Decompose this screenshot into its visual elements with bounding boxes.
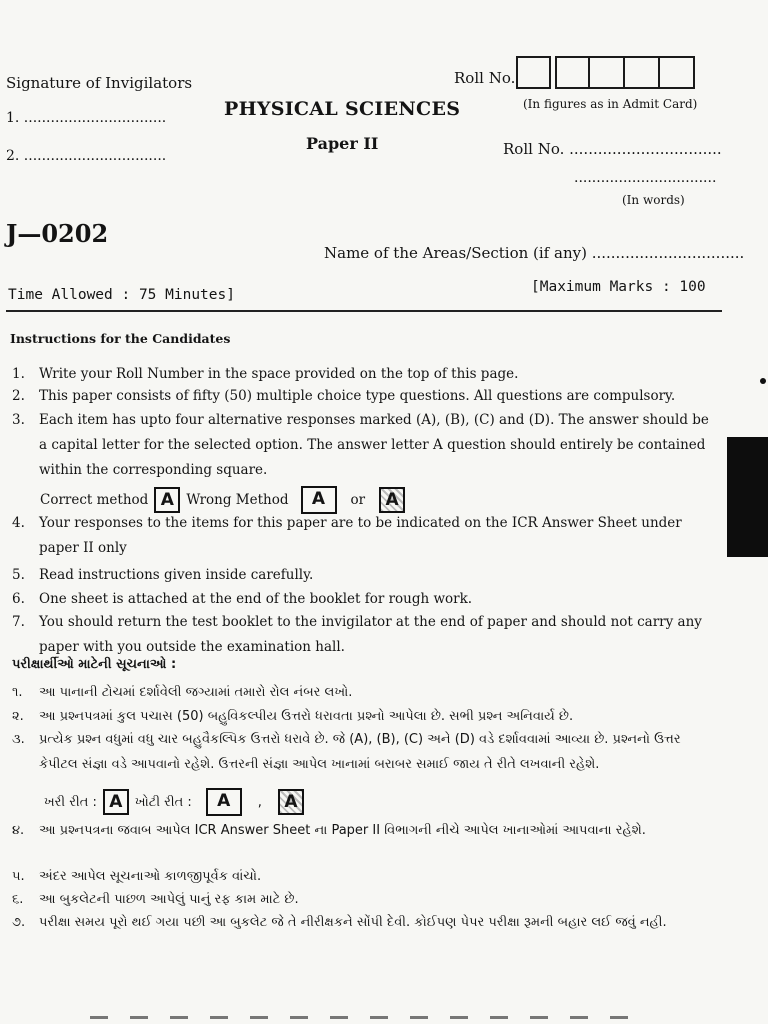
instruction-text: Read instructions given inside carefully. xyxy=(39,567,314,583)
answer-method-examples xyxy=(40,486,405,514)
roll-no-words-line[interactable]: ................................ xyxy=(574,170,717,186)
gujarati-number: ૪. xyxy=(12,823,25,838)
instruction-item xyxy=(12,384,722,409)
maximum-marks: [Maximum Marks : 100 xyxy=(531,279,706,295)
roll-digit-box[interactable] xyxy=(625,56,660,89)
paper-label: Paper II xyxy=(306,134,379,153)
edge-mark xyxy=(760,378,766,384)
gujarati-item xyxy=(12,910,722,960)
instruction-text: Write your Roll Number in the space provided on the top of this page. xyxy=(39,366,519,382)
invigilator-signature-2[interactable]: 2. ................................ xyxy=(6,148,167,164)
gujarati-correct-label: ખરી રીત : xyxy=(44,794,97,810)
gujarati-item xyxy=(12,818,722,868)
gujarati-number: ૫. xyxy=(12,869,25,884)
gujarati-item xyxy=(12,727,722,777)
instruction-item xyxy=(12,610,722,660)
roll-digit-box[interactable] xyxy=(660,56,695,89)
wrong-answer-box-overflow: A xyxy=(301,486,337,514)
gujarati-wrong-box-hatched: A xyxy=(278,789,304,815)
gujarati-text: પ્રત્યેક પ્રશ્ન વધુમાં વધુ ચાર બહુવૈકલ્પિક ઉત્તરો ધરાવે છે. જે (A), (B), (C) અને (D) વડે દર્શાવવામાં આવ્યા છે. પ્રશ્નનો ઉત્તર કેપીટલ સંજ્ઞા વડે આપવાનો રહેશે. ઉત્તરની સંજ્ઞા આપેલ ખાનામાં બરાબર સમાઈ જાય તે રીતે લખવાની રહેશે. xyxy=(39,732,681,772)
instruction-number: 3. xyxy=(12,412,25,428)
header-divider xyxy=(6,310,722,312)
instruction-item xyxy=(12,587,722,612)
gujarati-number: ૩. xyxy=(12,732,25,747)
time-allowed: Time Allowed : 75 Minutes] xyxy=(8,287,235,303)
gujarati-text: આ પાનાની ટોચમાં દર્શાવેલી જગ્યામાં તમારો રોલ નંબર લખો. xyxy=(39,685,353,700)
gujarati-method-examples xyxy=(44,788,304,816)
instruction-number: 7. xyxy=(12,614,25,630)
roll-number-boxes xyxy=(516,56,695,89)
gujarati-number: ૧. xyxy=(12,685,23,700)
gujarati-item xyxy=(12,864,722,889)
instruction-text: Each item has upto four alternative responses marked (A), (B), (C) and (D). The answer should be a capital letter for the selected option. The answer letter A question should entirely be contained within the corresponding square. xyxy=(39,412,709,478)
gujarati-item xyxy=(12,704,722,729)
gujarati-text: આ પ્રશ્નપત્રમાં કુલ પચાસ (50) બહુવિકલ્પીય ઉત્તરો ધરાવતા પ્રશ્નો આપેલા છે. સભી પ્રશ્ન અનિવાર્ય છે. xyxy=(39,709,574,724)
gujarati-number: ૬. xyxy=(12,892,24,907)
invigilator-signature-1[interactable]: 1. ................................ xyxy=(6,110,167,126)
invigilator-signature-title: Signature of Invigilators xyxy=(6,74,193,92)
instruction-item xyxy=(12,563,722,588)
roll-digit-box[interactable] xyxy=(555,56,590,89)
gujarati-wrong-box-overflow: A xyxy=(206,788,242,816)
gujarati-correct-box: A xyxy=(103,789,129,815)
gujarati-number: ૭. xyxy=(12,915,26,930)
gujarati-number: ૨. xyxy=(12,709,24,724)
correct-method-label: Correct method xyxy=(40,492,149,508)
roll-no-words-field[interactable]: Roll No. ................................ xyxy=(503,140,722,158)
instruction-text: One sheet is attached at the end of the booklet for rough work. xyxy=(39,591,473,607)
gujarati-text: આ બુકલેટની પાછળ આપેલું પાનું રફ કામ માટે છે. xyxy=(39,892,299,907)
instruction-number: 4. xyxy=(12,515,25,531)
instruction-item xyxy=(12,408,722,483)
gujarati-wrong-label: ખોટી રીત : xyxy=(134,794,192,810)
instruction-number: 5. xyxy=(12,567,25,583)
gujarati-text: અંદર આપેલ સૂચનાઓ કાળજીપૂર્વક વાંચો. xyxy=(39,869,262,884)
exam-title: PHYSICAL SCIENCES xyxy=(224,98,461,120)
wrong-method-label: Wrong Method xyxy=(186,492,289,508)
gujarati-instructions-heading: પરીક્ષાર્થીઓ માટેની સૂચનાઓ : xyxy=(12,657,177,672)
instruction-number: 6. xyxy=(12,591,25,607)
roll-digit-box[interactable] xyxy=(590,56,625,89)
instructions-heading: Instructions for the Candidates xyxy=(10,331,231,346)
roll-no-label: Roll No. xyxy=(454,69,516,87)
bottom-scan-artifact xyxy=(90,1016,650,1019)
wrong-answer-box-hatched: A xyxy=(379,487,405,513)
side-index-tab xyxy=(727,437,768,557)
roll-digit-box[interactable] xyxy=(516,56,551,89)
gujarati-text: પરીક્ષા સમય પૂરો થઈ ગયા પછી આ બુકલેટ જે તે નીરીક્ષકને સોંપી દેવી. કોઈપણ પેપર પરીક્ષા રૂમની બહાર લઈ જવું નહી. xyxy=(39,915,667,930)
instruction-number: 2. xyxy=(12,388,25,404)
figures-note: (In figures as in Admit Card) xyxy=(523,97,698,111)
or-label: or xyxy=(350,492,366,508)
instruction-number: 1. xyxy=(12,366,25,382)
gujarati-item xyxy=(12,887,722,912)
instruction-item xyxy=(12,511,722,561)
gujarati-comma: , xyxy=(257,794,262,810)
instruction-text: This paper consists of fifty (50) multiple choice type questions. All questions are compulsory. xyxy=(39,388,676,404)
instruction-text: Your responses to the items for this paper are to be indicated on the ICR Answer Sheet under paper II only xyxy=(39,515,682,556)
gujarati-text: આ પ્રશ્નપત્રના જવાબ આપેલ ICR Answer Sheet ના Paper II વિભાગની નીચે આપેલ ખાનાઓમાં આપવાના રહેશે. xyxy=(39,823,646,838)
instruction-text: You should return the test booklet to the invigilator at the end of paper and should not carry any paper with you outside the examination hall. xyxy=(39,614,702,655)
areas-section-field[interactable]: Name of the Areas/Section (if any) ................................ xyxy=(324,244,745,262)
in-words-note: (In words) xyxy=(622,193,685,207)
gujarati-item xyxy=(12,680,722,705)
correct-answer-box: A xyxy=(154,487,180,513)
paper-code: J—0202 xyxy=(6,219,109,248)
